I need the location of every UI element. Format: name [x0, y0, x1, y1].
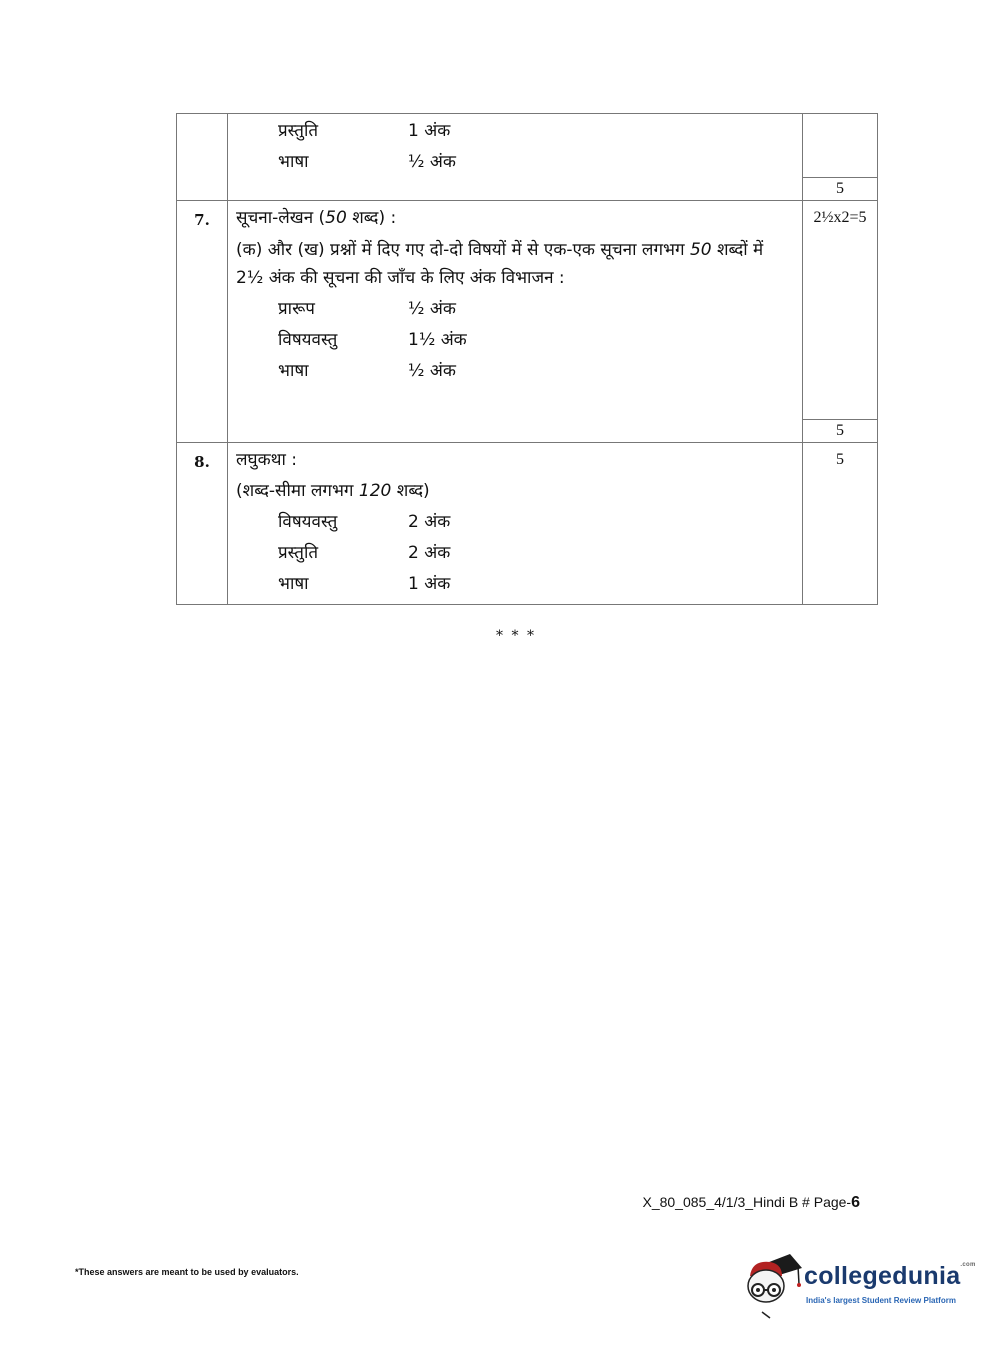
marking-scheme-table — [176, 113, 878, 605]
mark-item-value: 2 अंक — [408, 512, 451, 532]
marks-cell: 5 — [803, 443, 878, 605]
mark-item-label: प्रारूप — [278, 299, 315, 319]
mark-item — [236, 569, 794, 600]
mark-item — [236, 325, 794, 356]
question-heading: लघुकथा : — [236, 450, 298, 470]
mark-item-value: ½ अंक — [408, 152, 456, 172]
question-body-cell — [228, 443, 803, 605]
mark-item-label: भाषा — [278, 152, 309, 172]
mark-item-value: ½ अंक — [408, 299, 456, 319]
question-number-cell: 7. — [177, 201, 228, 443]
question-body-cell — [228, 201, 803, 443]
question-number-cell: 8. — [177, 443, 228, 605]
mark-item-label: प्रस्तुति — [278, 543, 319, 563]
mark-item — [236, 538, 794, 569]
section-separator: * * * — [496, 628, 536, 644]
collegedunia-logo — [742, 1250, 976, 1320]
mark-item-label: विषयवस्तु — [278, 512, 338, 532]
logo-wordmark: collegedunia$^{.com}$ — [804, 1262, 976, 1290]
mark-item-value: 1 अंक — [408, 121, 451, 141]
page-code: X_80_085_4/1/3_Hindi B # Page-6 — [642, 1194, 860, 1211]
mark-item — [236, 294, 794, 325]
mark-item-value: ½ अंक — [408, 361, 456, 381]
total-marks-cell: 5 — [803, 178, 878, 201]
question-heading: सूचना-लेखन (50 शब्द) : — [236, 208, 397, 228]
mark-item-label: भाषा — [278, 361, 309, 381]
marks-cell — [803, 114, 878, 178]
mark-item-label: भाषा — [278, 574, 309, 594]
total-marks-cell: 5 — [803, 420, 878, 443]
mark-item — [236, 147, 794, 178]
mark-item-label: प्रस्तुति — [278, 121, 319, 141]
mark-item-value: 1½ अंक — [408, 330, 467, 350]
mark-item-value: 2 अंक — [408, 543, 451, 563]
marks-division-heading: 2½ अंक की सूचना की जाँच के लिए अंक विभाजन : — [236, 268, 565, 288]
mark-item — [236, 507, 794, 538]
mark-item-value: 1 अंक — [408, 574, 451, 594]
mark-item-label: विषयवस्तु — [278, 330, 338, 350]
word-limit: (शब्द-सीमा लगभग 120 शब्द) — [236, 481, 430, 501]
mark-item — [236, 116, 794, 147]
question-instruction: (क) और (ख) प्रश्नों में दिए गए दो-दो विषयों में से एक-एक सूचना लगभग 50 शब्दों में — [236, 240, 764, 260]
evaluator-note: *These answers are meant to be used by evaluators. — [75, 1267, 299, 1277]
question-number-cell — [177, 114, 228, 201]
table-row — [177, 201, 878, 420]
logo-tagline: India's largest Student Review Platform — [806, 1296, 956, 1305]
table-row — [177, 443, 878, 605]
mascot-icon — [742, 1250, 804, 1320]
marks-cell: 2½x2=5 — [803, 201, 878, 420]
mark-item — [236, 356, 794, 387]
table-row — [177, 114, 878, 178]
question-body-cell — [228, 114, 803, 201]
page-number: 6 — [851, 1194, 860, 1211]
